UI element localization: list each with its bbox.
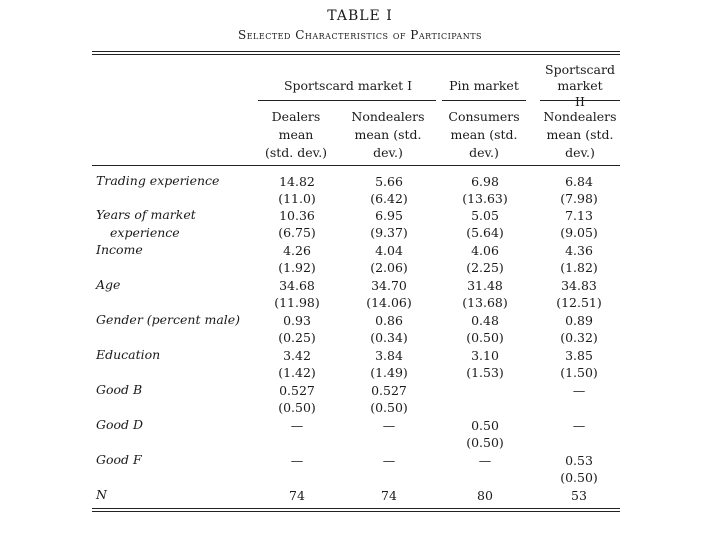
top-rule (92, 51, 620, 52)
table-cell-sd: (9.37) (370, 225, 408, 240)
table-cell-sd: (0.50) (278, 400, 316, 415)
table-cell-mean: 74 (289, 488, 305, 503)
col-header-dealers (250, 108, 342, 162)
row-label (96, 416, 143, 434)
table-cell-sd: (13.68) (462, 295, 508, 310)
row-label-line: Good B (96, 382, 143, 397)
table-cell-sd: (6.75) (278, 225, 316, 240)
table-cell-mean: 80 (477, 488, 493, 503)
col-header-line: dev.) (565, 145, 595, 160)
table-cell-mean: 0.89 (565, 313, 593, 328)
table-cell-mean: — (290, 418, 304, 433)
col-header-line: Nondealers (543, 109, 617, 124)
table-cell-mean: 7.13 (565, 208, 593, 223)
col-header-line: mean (std. (354, 127, 422, 142)
table-cell-mean: 3.10 (471, 348, 499, 363)
table-cell-sd: (0.50) (370, 400, 408, 415)
row-label (96, 311, 240, 329)
table-cell-sd: (2.25) (466, 260, 504, 275)
table-cell-sd: (1.49) (370, 365, 408, 380)
table-cell-mean: 6.98 (471, 174, 499, 189)
row-label-line: N (96, 487, 107, 502)
table-cell-sd: (1.92) (278, 260, 316, 275)
row-label (96, 276, 120, 294)
table-cell-sd: (0.25) (278, 330, 316, 345)
table-cell-mean: 6.84 (565, 174, 593, 189)
table-cell-sd: (6.42) (370, 191, 408, 206)
table-cell-mean: — (572, 418, 586, 433)
group-rule-sportscard-1 (258, 100, 436, 101)
table-cell-mean: 3.84 (375, 348, 403, 363)
table-cell-sd: (2.06) (370, 260, 408, 275)
table-subtitle: Selected Characteristics of Participants (237, 28, 483, 42)
table-cell-mean: 31.48 (467, 278, 503, 293)
col-header-line: Consumers (448, 109, 520, 124)
table-cell-mean: 0.527 (279, 383, 315, 398)
table-cell-sd: (11.98) (274, 295, 320, 310)
table-cell-sd: (14.06) (366, 295, 412, 310)
col-header-line: Dealers (271, 109, 321, 124)
table-cell-mean: 34.70 (371, 278, 407, 293)
row-label-line: experience (110, 225, 180, 240)
table-cell-sd: (1.42) (278, 365, 316, 380)
table-cell-sd: (12.51) (556, 295, 602, 310)
row-label-line: Education (96, 347, 161, 362)
table-cell-sd: (1.53) (466, 365, 504, 380)
row-label-line: Gender (percent male) (96, 312, 241, 327)
table-cell-sd: (11.0) (278, 191, 316, 206)
table-cell-mean: 4.26 (283, 243, 311, 258)
group-header-sportscard-2 (540, 62, 620, 110)
table-cell-mean: 4.06 (471, 243, 499, 258)
table-cell-mean: 3.85 (565, 348, 593, 363)
table-cell-mean: — (290, 453, 304, 468)
table-cell-sd: (9.05) (560, 225, 598, 240)
row-label (96, 206, 196, 242)
table-cell-mean: 53 (571, 488, 587, 503)
group-header-sportscard-1: Sportscard market I (283, 78, 413, 93)
row-label-line: Age (96, 277, 121, 292)
table-cell-mean: — (478, 453, 492, 468)
table-cell-sd: (5.64) (466, 225, 504, 240)
col-header-line: Nondealers (351, 109, 425, 124)
table-cell-mean: 34.68 (279, 278, 315, 293)
table-cell-mean: — (382, 453, 396, 468)
col-header-line: mean (278, 127, 314, 142)
table-cell-sd: (1.82) (560, 260, 598, 275)
table-cell-mean: 5.66 (375, 174, 403, 189)
table-cell-sd: (0.50) (560, 470, 598, 485)
table-cell-mean: — (382, 418, 396, 433)
table-title: TABLE I (327, 8, 393, 24)
row-label (96, 486, 107, 504)
table-cell-sd: (0.32) (560, 330, 598, 345)
top-rule-2 (92, 54, 620, 55)
row-label (96, 346, 160, 364)
table-cell-mean: 0.48 (471, 313, 499, 328)
group-rule-sportscard-2 (540, 100, 620, 101)
col-header-line: dev.) (469, 145, 499, 160)
col-header-line: mean (std. (546, 127, 614, 142)
group-rule-pin (442, 100, 526, 101)
row-label (96, 241, 143, 259)
table-cell-mean: 4.36 (565, 243, 593, 258)
table-cell-sd: (0.50) (466, 330, 504, 345)
table-cell-mean: 0.50 (471, 418, 499, 433)
group-header-pin: Pin market (449, 78, 519, 93)
col-header-nondealers-2 (534, 108, 626, 162)
table-cell-mean: 6.95 (375, 208, 403, 223)
table-cell-mean: 14.82 (279, 174, 315, 189)
col-header-consumers (438, 108, 530, 162)
row-label-line: Good D (96, 417, 144, 432)
row-label-line: Trading experience (96, 173, 220, 188)
table-cell-mean: 5.05 (471, 208, 499, 223)
table-cell-mean: 0.86 (375, 313, 403, 328)
bottom-rule-2 (92, 511, 620, 512)
table-cell-mean: 34.83 (561, 278, 597, 293)
row-label-line: Years of market (96, 207, 196, 222)
col-header-nondealers-1 (342, 108, 434, 162)
row-label (96, 172, 219, 190)
bottom-rule (92, 508, 620, 509)
table-cell-sd: (13.63) (462, 191, 508, 206)
table-cell-sd: (1.50) (560, 365, 598, 380)
table-cell-sd: (0.34) (370, 330, 408, 345)
header-rule (92, 165, 620, 166)
table-cell-mean: — (572, 383, 586, 398)
col-header-line: dev.) (373, 145, 403, 160)
row-label-line: Good F (96, 452, 142, 467)
table-cell-mean: 4.04 (375, 243, 403, 258)
table-cell-mean: 10.36 (279, 208, 315, 223)
col-header-line: mean (std. (450, 127, 518, 142)
col-header-line: (std. dev.) (264, 145, 328, 160)
table-cell-mean: 0.93 (283, 313, 311, 328)
table-cell-mean: 3.42 (283, 348, 311, 363)
row-label (96, 451, 142, 469)
group-header-sportscard-2-text: Sportscard market II (545, 62, 615, 109)
table-cell-mean: 0.53 (565, 453, 593, 468)
table-cell-mean: 0.527 (371, 383, 407, 398)
row-label (96, 381, 142, 399)
row-label-line: Income (96, 242, 143, 257)
table-cell-sd: (7.98) (560, 191, 598, 206)
table-cell-sd: (0.50) (466, 435, 504, 450)
table-cell-mean: 74 (381, 488, 397, 503)
